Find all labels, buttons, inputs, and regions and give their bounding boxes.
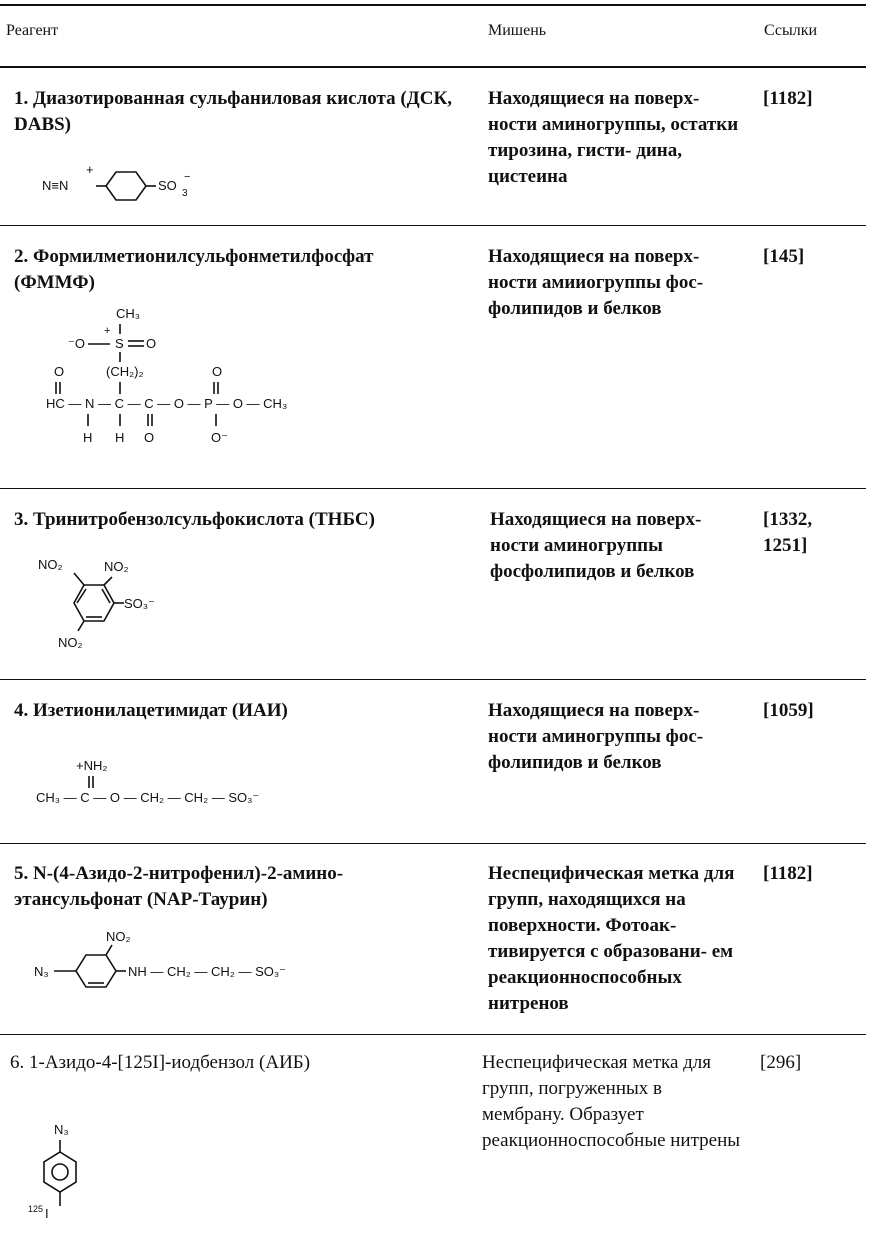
svg-text:O: O [212, 364, 223, 379]
target-4: Находящиеся на поверх- ности аминогруппы фос- фолипидов и белков [488, 700, 704, 773]
header-refs: Ссылки [764, 22, 818, 39]
reagent-6: 6. 1-Азидо-4-[125I]-иодбензол (АИБ) [10, 1052, 311, 1073]
svg-text:O: O [144, 430, 155, 445]
ref-5: [1182] [763, 863, 813, 884]
row-rule-1 [0, 225, 866, 226]
row-rule-5 [0, 1034, 866, 1035]
svg-text:+: + [104, 325, 111, 337]
header-target: Мишень [488, 22, 547, 39]
row-rule-4 [0, 843, 866, 844]
svg-text:NO₂: NO₂ [58, 635, 83, 650]
svg-text:O: O [146, 336, 157, 351]
svg-text:SO₃⁻: SO₃⁻ [124, 596, 155, 611]
svg-text:3: 3 [182, 188, 188, 199]
svg-text:NO₂: NO₂ [106, 929, 131, 944]
structure-aib [28, 1120, 108, 1240]
dabs-so3: SO [158, 178, 177, 193]
svg-text:+NH₂: +NH₂ [76, 758, 108, 773]
reagent-5: 5. N-(4-Азидо-2-нитрофенил)-2-амино- этансульфонат (NAP-Таурин) [14, 863, 344, 910]
target-3: Находящиеся на поверх- ности аминогруппы фосфолипидов и белков [490, 509, 702, 582]
row-rule-2 [0, 488, 866, 489]
structure-tnbs [38, 555, 218, 665]
target-1: Находящиеся на поверх- ности аминогруппы, остатки тирозина, гисти- дина, цистеина [488, 88, 739, 187]
ref-2: [145] [763, 246, 805, 267]
row-rule-3 [0, 679, 866, 680]
svg-text:CH₃: CH₃ [116, 306, 141, 321]
dabs-diazo: N≡N [42, 178, 69, 193]
structure-nap-taurine [32, 927, 322, 1007]
structure-iai [36, 754, 336, 814]
top-rule [0, 4, 866, 6]
ref-6: [296] [760, 1052, 802, 1073]
target-6: Неспецифическая метка для групп, погруженных в мембрану. Образует реакционноспособные нитрены [482, 1052, 741, 1151]
reagent-1: 1. Диазотированная сульфаниловая кислота (ДСК, DABS) [14, 88, 452, 135]
reagent-3: 3. Тринитробензолсульфокислота (ТНБС) [14, 509, 375, 530]
ref-4: [1059] [763, 700, 814, 721]
svg-text:NH — CH₂ — CH₂ — SO₃⁻: NH — CH₂ — CH₂ — SO₃⁻ [128, 964, 287, 979]
svg-text:O⁻: O⁻ [211, 430, 228, 445]
svg-text:H: H [83, 430, 93, 445]
target-5: Неспецифическая метка для групп, находящихся на поверхности. Фотоак- тивируется с образовани- ем реакционноспособных нитренов [488, 863, 735, 1014]
reagent-2: 2. Формилметионилсульфонметилфосфат (ФММФ) [14, 246, 374, 293]
svg-text:CH₃ — C — O — CH₂ — CH₂ — SO₃⁻: CH₃ — C — O — CH₂ — CH₂ — SO₃⁻ [36, 790, 260, 805]
svg-text:HC — N — C — C — O — P — O — C: HC — N — C — C — O — P — O — CH₃ [46, 396, 288, 411]
reagent-4: 4. Изетионилацетимидат (ИАИ) [14, 700, 288, 721]
svg-text:O: O [54, 364, 65, 379]
svg-text:H: H [115, 430, 125, 445]
structure-fmmf [40, 304, 340, 464]
svg-text:(CH₂)₂: (CH₂)₂ [106, 364, 144, 379]
svg-text:NO₂: NO₂ [38, 557, 63, 572]
svg-text:N₃: N₃ [54, 1122, 69, 1137]
header-reagent: Реагент [6, 22, 59, 39]
svg-text:⁻O: ⁻O [68, 336, 85, 351]
svg-text:−: − [184, 171, 191, 183]
structure-dabs [38, 156, 228, 216]
svg-text:N₃: N₃ [34, 964, 49, 979]
ref-3: [1332, 1251] [763, 509, 813, 556]
header-rule [0, 66, 866, 68]
svg-text:I: I [45, 1206, 49, 1221]
ref-1: [1182] [763, 88, 813, 109]
svg-text:NO₂: NO₂ [104, 559, 129, 574]
svg-text:125: 125 [28, 1204, 44, 1214]
svg-text:S: S [115, 336, 124, 351]
dabs-n-plus: + [86, 162, 94, 177]
target-2: Находящиеся на поверх- ности амииогруппы фос- фолипидов и белков [488, 246, 704, 319]
